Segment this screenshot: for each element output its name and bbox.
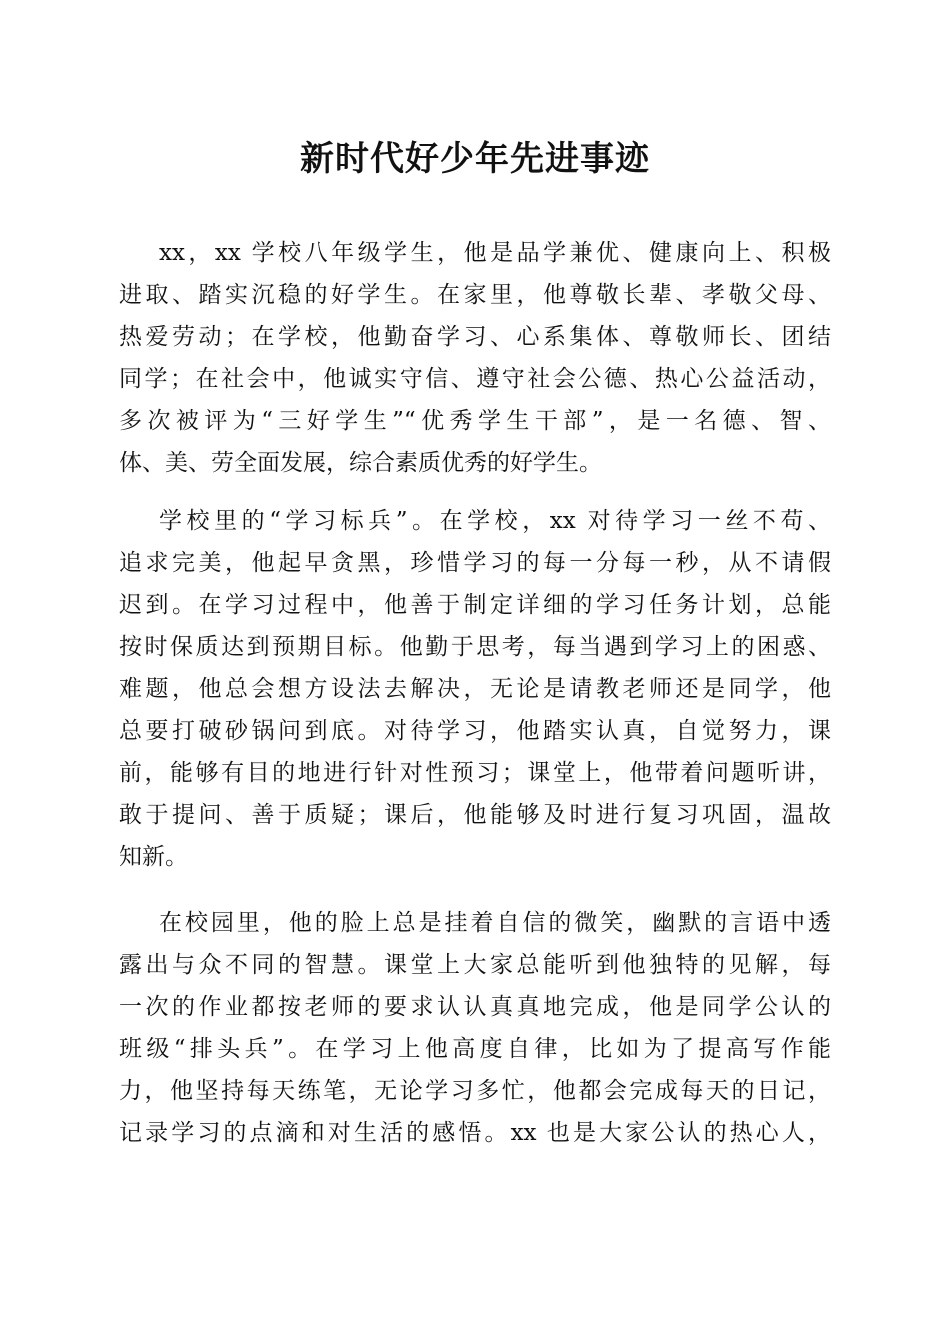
text-line: 体、美、劳全面发展，综合素质优秀的好学生。 xyxy=(119,450,602,476)
text-line: 难题，他总会想方设法去解决，无论是请教老师还是同学，他 xyxy=(119,676,831,702)
text-line: 露出与众不同的智慧。课堂上大家总能听到他独特的见解，每 xyxy=(119,952,831,978)
text-line: 敢于提问、善于质疑；课后，他能够及时进行复习巩固，温故 xyxy=(119,802,831,828)
text-line: 按时保质达到预期目标。他勤于思考，每当遇到学习上的困惑、 xyxy=(119,634,831,660)
text-line: 总要打破砂锅问到底。对待学习，他踏实认真，自觉努力，课 xyxy=(119,718,831,744)
text-line: 一次的作业都按老师的要求认认真真地完成，他是同学公认的 xyxy=(119,994,831,1020)
document-title: 新时代好少年先进事迹 xyxy=(300,139,650,179)
text-line: 热爱劳动；在学校，他勤奋学习、心系集体、尊敬师长、团结 xyxy=(119,324,831,350)
text-line: 在校园里，他的脸上总是挂着自信的微笑，幽默的言语中透 xyxy=(159,910,831,936)
text-line: 追求完美，他起早贪黑，珍惜学习的每一分每一秒，从不请假 xyxy=(119,550,831,576)
text-line: 力，他坚持每天练笔，无论学习多忙，他都会完成每天的日记， xyxy=(119,1078,831,1104)
text-line: 记录学习的点滴和对生活的感悟。xx 也是大家公认的热心人， xyxy=(119,1120,831,1146)
text-line: 知新。 xyxy=(119,844,188,870)
text-line: 学校里的“学习标兵”。在学校，xx 对待学习一丝不苟、 xyxy=(159,508,831,534)
text-line: 多次被评为“三好学生”“优秀学生干部”，是一名德、智、 xyxy=(119,408,831,434)
text-line: 班级“排头兵”。在学习上他高度自律，比如为了提高写作能 xyxy=(119,1036,831,1062)
text-line: 前，能够有目的地进行针对性预习；课堂上，他带着问题听讲， xyxy=(119,760,831,786)
text-line: 迟到。在学习过程中，他善于制定详细的学习任务计划，总能 xyxy=(119,592,831,618)
text-line: 进取、踏实沉稳的好学生。在家里，他尊敬长辈、孝敬父母、 xyxy=(119,282,831,308)
text-line: xx，xx 学校八年级学生，他是品学兼优、健康向上、积极 xyxy=(159,240,831,266)
text-line: 同学；在社会中，他诚实守信、遵守社会公德、热心公益活动， xyxy=(119,366,831,392)
